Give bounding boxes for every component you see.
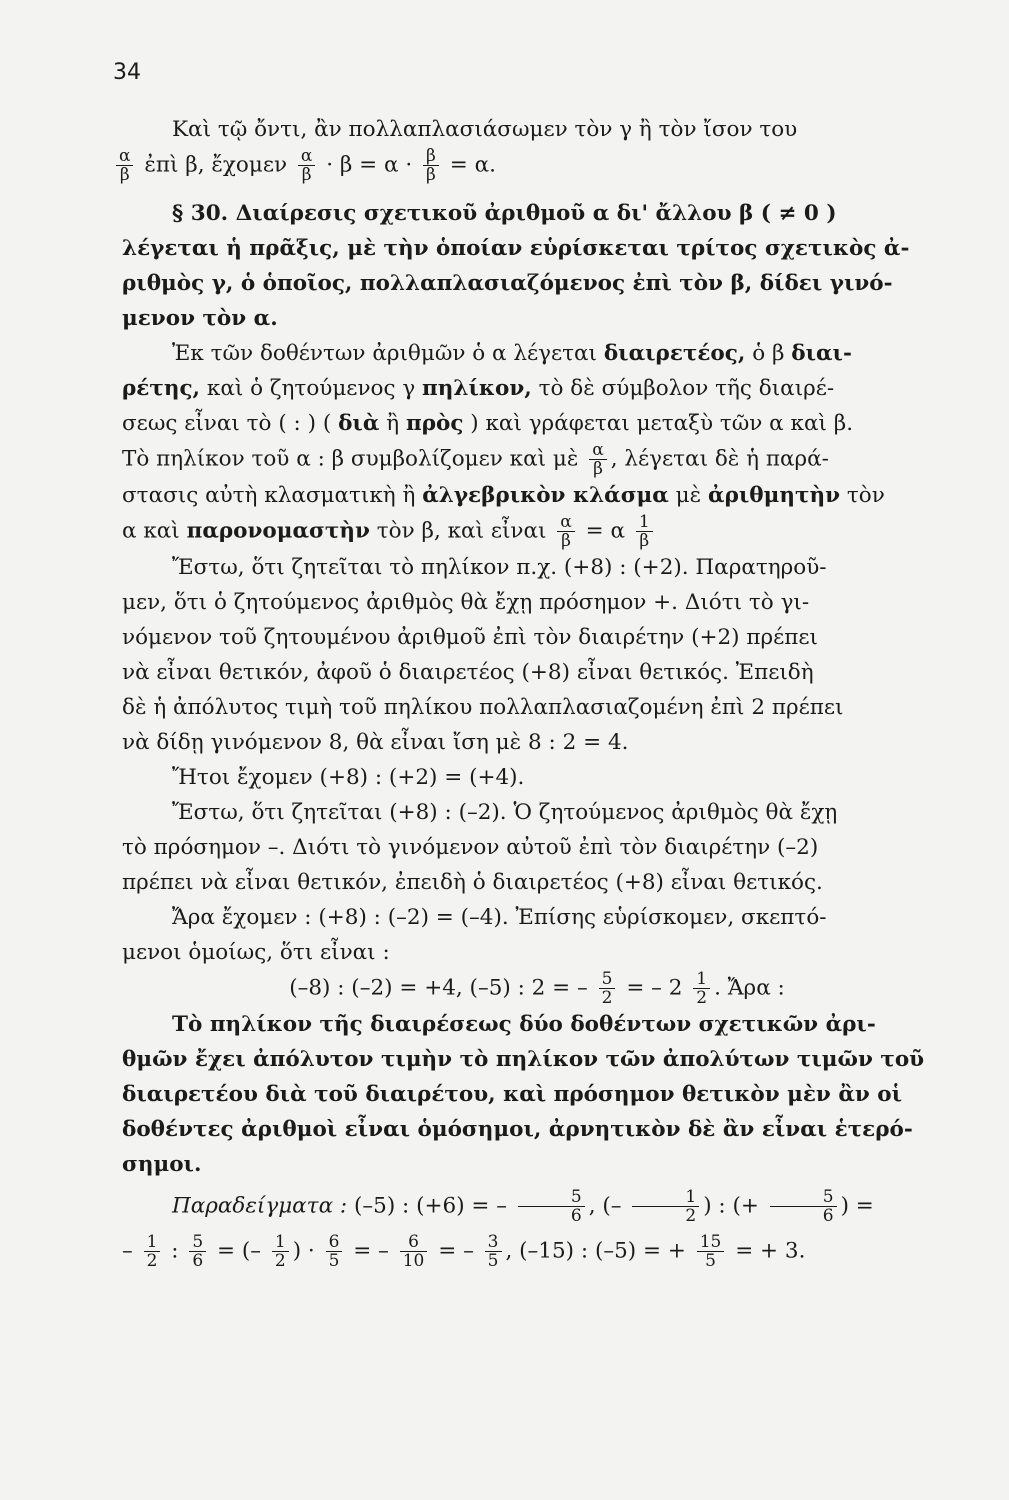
text: – xyxy=(122,1238,133,1264)
text: πρέπει νὰ εἶναι θετικόν, ἐπειδὴ ὁ διαιρετέος (+8) εἶναι θετικός. xyxy=(122,870,823,895)
text: Τὸ πηλίκον τοῦ α : β συμβολίζομεν καὶ μὲ xyxy=(122,446,579,472)
text: νὰ δίδῃ γινόμενον 8, θὰ εἶναι ἴση μὲ 8 : 2 = 4. xyxy=(122,730,629,755)
text: διαιρετέου διὰ τοῦ διαιρέτου, καὶ πρόσημον θετικὸν μὲν ἂν οἱ xyxy=(122,1082,903,1107)
denominator: 2 xyxy=(696,988,708,1008)
text: = α xyxy=(585,518,625,544)
text: μενον τὸν α. xyxy=(122,306,278,331)
denominator: 2 xyxy=(685,1206,697,1226)
text: , (– xyxy=(588,1193,622,1219)
fraction xyxy=(116,147,133,184)
text: ἢ xyxy=(386,411,400,436)
text: στασις αὐτὴ κλασματικὴ ἢ xyxy=(122,483,416,508)
text: τὸ πρόσημον –. Διότι τὸ γινόμενον αὐτοῦ ἐπὶ τὸν διαιρέτην (–2) xyxy=(122,835,819,860)
fraction xyxy=(144,1233,161,1270)
denominator: β xyxy=(561,531,571,551)
paragraph-result xyxy=(122,760,952,795)
numerator: 3 xyxy=(485,1233,502,1252)
intro-line xyxy=(122,112,952,147)
fraction xyxy=(770,1188,837,1225)
numerator: 1 xyxy=(272,1233,289,1252)
text: Καὶ τῷ ὄντι, ἂν πολλαπλασιάσωμεν τὸν γ ἢ τὸν ἴσον του xyxy=(172,117,798,142)
term: ρέτης, xyxy=(122,376,201,401)
denominator: β xyxy=(301,165,312,185)
text: ) · xyxy=(292,1238,315,1264)
intro-formula xyxy=(112,147,952,184)
denominator: 2 xyxy=(274,1251,286,1271)
text: (–5) : (+6) = – xyxy=(354,1193,508,1219)
text: = (– xyxy=(217,1238,262,1264)
fraction xyxy=(697,1233,725,1270)
text: (–8) : (–2) = +4, (–5) : 2 = – xyxy=(289,975,588,1001)
term: διαι- xyxy=(791,341,852,366)
text: ἐπὶ β, ἔχομεν xyxy=(144,152,288,178)
page-number: 34 xyxy=(113,60,141,85)
numerator: β xyxy=(423,147,439,166)
fraction xyxy=(518,1188,585,1225)
denominator: 6 xyxy=(192,1251,204,1271)
term: πηλίκον, xyxy=(422,376,532,401)
fraction xyxy=(632,1188,699,1225)
fraction xyxy=(326,1233,343,1270)
fraction xyxy=(557,513,574,550)
text: = – xyxy=(438,1238,474,1264)
denominator: 5 xyxy=(328,1251,340,1271)
examples-line-2 xyxy=(122,1233,952,1270)
fraction xyxy=(400,1233,428,1270)
numerator: α xyxy=(298,147,315,166)
fraction xyxy=(636,513,653,550)
denominator: 2 xyxy=(146,1251,158,1271)
text: = α. xyxy=(449,152,496,178)
numerator: 5 xyxy=(518,1188,585,1207)
text: Ἄρα ἔχομεν : (+8) : (–2) = (–4). Ἐπίσης εὑρίσκομεν, σκεπτό- xyxy=(172,905,827,930)
equation-line xyxy=(122,970,952,1007)
numerator: 1 xyxy=(632,1188,699,1207)
text: θμῶν ἔχει ἀπόλυτον τιμὴν τὸ πηλίκον τῶν ἀπολύτων τιμῶν τοῦ xyxy=(122,1047,925,1072)
fraction xyxy=(693,970,710,1007)
paragraph-example-negative xyxy=(122,795,952,900)
denominator: β xyxy=(639,531,650,551)
numerator: 5 xyxy=(599,970,616,989)
text: καὶ ὁ ζητούμενος γ xyxy=(206,376,416,401)
text: ) : (+ xyxy=(703,1193,759,1219)
text: μενοι ὁμοίως, ὅτι εἶναι : xyxy=(122,940,390,965)
numerator: 5 xyxy=(770,1188,837,1207)
fraction xyxy=(485,1233,502,1270)
fraction xyxy=(423,147,439,184)
text: = – xyxy=(353,1238,389,1264)
term: διὰ xyxy=(338,411,380,436)
section-definition xyxy=(122,231,952,336)
section-heading xyxy=(122,196,952,231)
text: δὲ ἡ ἀπόλυτος τιμὴ τοῦ πηλίκου πολλαπλασιαζομένη ἐπὶ 2 πρέπει xyxy=(122,695,844,720)
text: μεν, ὅτι ὁ ζητούμενος ἀριθμὸς θὰ ἔχῃ πρόσημον +. Διότι τὸ γι- xyxy=(122,590,810,615)
denominator: 10 xyxy=(402,1251,425,1271)
text: τὸν β, καὶ εἶναι xyxy=(376,518,547,544)
text: Ἤτοι ἔχομεν (+8) : (+2) = (+4). xyxy=(172,765,525,790)
paragraph-therefore xyxy=(122,900,952,970)
text: Ἔστω, ὅτι ζητεῖται (+8) : (–2). Ὁ ζητούμενος ἀριθμὸς θὰ ἔχῃ xyxy=(172,800,838,825)
text: . Ἄρα : xyxy=(714,975,785,1001)
examples-label: Παραδείγματα : xyxy=(172,1193,348,1219)
rule-statement xyxy=(122,1007,952,1182)
text: · β = α · xyxy=(326,152,413,178)
fraction xyxy=(189,1233,206,1270)
text: Ἐκ τῶν δοθέντων ἀριθμῶν ὁ α λέγεται xyxy=(172,341,597,366)
paragraph-example-positive xyxy=(122,550,952,760)
text: , λέγεται δὲ ἡ παρά- xyxy=(610,446,829,472)
fraction xyxy=(298,147,315,184)
numerator: 6 xyxy=(326,1233,343,1252)
text: λέγεται ἡ πρᾶξις, μὲ τὴν ὁποίαν εὑρίσκεται τρίτος σχετικὸς ἀ- xyxy=(122,236,910,261)
text: ὁ β xyxy=(752,341,785,366)
text: τὸν xyxy=(846,483,885,508)
term: πρὸς xyxy=(405,411,464,436)
text: τὸ δὲ σύμβολον τῆς διαιρέ- xyxy=(538,376,835,401)
term: ἀλγεβρικὸν κλάσμα xyxy=(422,483,669,508)
page-body xyxy=(119,112,952,1271)
text: α καὶ xyxy=(122,518,180,544)
term: ἀριθμητὴν xyxy=(708,483,841,508)
fraction xyxy=(599,970,616,1007)
denominator: 6 xyxy=(570,1206,582,1226)
denominator: 2 xyxy=(601,988,613,1008)
text: = – 2 xyxy=(626,975,683,1001)
text: σημοι. xyxy=(122,1152,202,1177)
denominator: 5 xyxy=(705,1251,716,1271)
numerator: α xyxy=(116,147,133,166)
denominator: β xyxy=(119,165,130,185)
text: δοθέντες ἀριθμοὶ εἶναι ὁμόσημοι, ἀρνητικὸν δὲ ἂν εἶναι ἑτερό- xyxy=(122,1117,913,1142)
denominator: 5 xyxy=(487,1251,499,1271)
text: ) καὶ γράφεται μεταξὺ τῶν α καὶ β. xyxy=(470,411,854,436)
term: διαιρετέος, xyxy=(603,341,746,366)
paragraph-terms xyxy=(122,336,952,441)
examples-line-1 xyxy=(122,1188,952,1225)
text: , (–15) : (–5) = + xyxy=(505,1238,686,1264)
denominator: β xyxy=(593,459,603,479)
text: ) = xyxy=(840,1193,874,1219)
text: : xyxy=(171,1238,179,1264)
text: Τὸ πηλίκον τῆς διαιρέσεως δύο δοθέντων σχετικῶν ἀρι- xyxy=(172,1012,876,1037)
fraction xyxy=(272,1233,289,1270)
text: νὰ εἶναι θετικόν, ἀφοῦ ὁ διαιρετέος (+8) εἶναι θετικός. Ἐπειδὴ xyxy=(122,660,814,685)
fraction xyxy=(589,441,606,478)
text: μὲ xyxy=(675,483,702,508)
text: § 30. Διαίρεσις σχετικοῦ ἀριθμοῦ α δι' ἄλλου β ( ≠ 0 ) xyxy=(172,201,837,226)
text: Ἔστω, ὅτι ζητεῖται τὸ πηλίκον π.χ. (+8) : (+2). Παρατηροῦ- xyxy=(172,555,827,580)
term: παρονομαστὴν xyxy=(186,518,370,544)
numerator: 15 xyxy=(697,1233,725,1252)
paragraph-fraction xyxy=(122,441,952,550)
numerator: 1 xyxy=(636,513,653,532)
numerator: 5 xyxy=(189,1233,206,1252)
denominator: β xyxy=(426,165,436,185)
numerator: 1 xyxy=(144,1233,161,1252)
numerator: 6 xyxy=(400,1233,428,1252)
numerator: α xyxy=(557,513,574,532)
numerator: 1 xyxy=(693,970,710,989)
text: = + 3. xyxy=(735,1238,806,1264)
text: ριθμὸς γ, ὁ ὁποῖος, πολλαπλασιαζόμενος ἐπὶ τὸν β, δίδει γινό- xyxy=(122,271,893,296)
denominator: 6 xyxy=(822,1206,834,1226)
numerator: α xyxy=(589,441,606,460)
text: νόμενον τοῦ ζητουμένου ἀριθμοῦ ἐπὶ τὸν διαιρέτην (+2) πρέπει xyxy=(122,625,818,650)
text: σεως εἶναι τὸ ( : ) ( xyxy=(122,411,332,436)
